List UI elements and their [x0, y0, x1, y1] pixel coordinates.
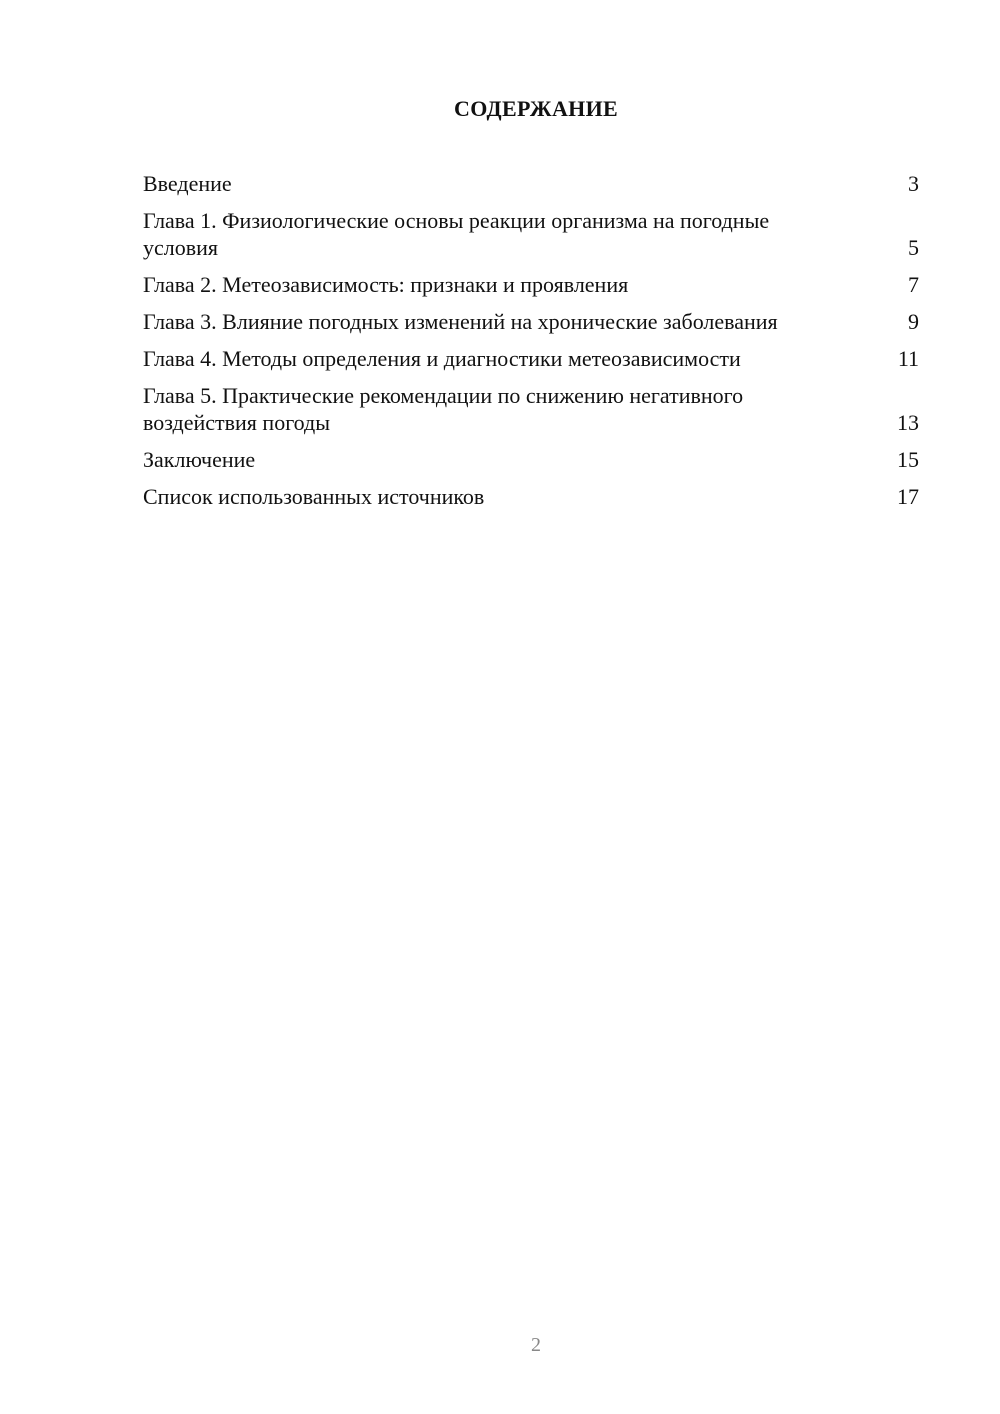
toc-entry-chapter-1[interactable] [143, 207, 919, 261]
toc-entry-label: Глава 5. Практические рекомендации по снижению негативного воздействия погоды [143, 383, 744, 435]
toc-entry-label: Глава 2. Метеозависимость: признаки и проявления [143, 272, 629, 297]
toc-entry-introduction[interactable] [143, 170, 919, 197]
toc-entry-label: Глава 1. Физиологические основы реакции организма на погодные условия [143, 208, 770, 260]
page-number: 2 [531, 1334, 541, 1356]
toc-entry-label: Глава 3. Влияние погодных изменений на хронические заболевания [143, 309, 778, 334]
toc-entry-page-number: 7 [908, 272, 919, 297]
toc-title: СОДЕРЖАНИЕ [454, 96, 618, 121]
toc-entry-page-number: 9 [908, 309, 919, 334]
toc-entry-page-number: 15 [897, 447, 919, 472]
toc-entry-conclusion[interactable] [143, 446, 919, 473]
toc-entry-chapter-3[interactable] [143, 308, 919, 335]
toc-entry-chapter-2[interactable] [143, 271, 919, 298]
toc-entry-label: Введение [143, 171, 232, 196]
table-of-contents [143, 170, 919, 520]
toc-entry-label: Заключение [143, 447, 256, 472]
toc-entry-references[interactable] [143, 483, 919, 510]
toc-entry-label: Глава 4. Методы определения и диагностики метеозависимости [143, 346, 741, 371]
toc-entry-page-number: 11 [897, 346, 919, 371]
toc-entry-chapter-5[interactable] [143, 382, 919, 436]
toc-entry-page-number: 5 [908, 235, 919, 260]
toc-entry-page-number: 3 [908, 171, 919, 196]
toc-entry-chapter-4[interactable] [143, 345, 919, 372]
toc-entry-page-number: 13 [897, 410, 919, 435]
toc-entry-label: Список использованных источников [143, 484, 485, 509]
toc-entry-page-number: 17 [897, 484, 919, 509]
